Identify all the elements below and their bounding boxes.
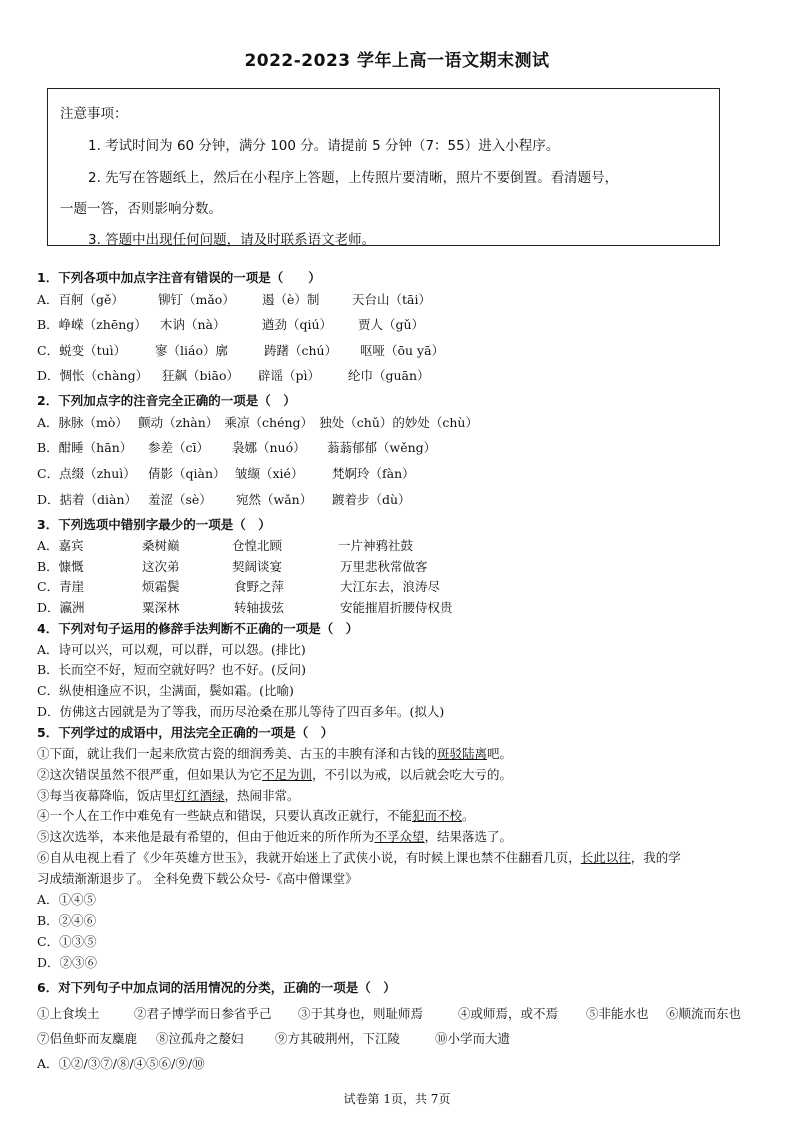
question-1-stem: 1．下列各项中加点字注音有错误的一项是（ ） bbox=[37, 270, 321, 285]
sentence-text: ④一个人在工作中难免有一些缺点和错误，只要认真改正就行，不能 bbox=[37, 808, 413, 823]
idiom-underlined: 犯而不校 bbox=[412, 808, 463, 823]
sentence-item: ⑦侣鱼虾而友麋鹿 bbox=[37, 1031, 138, 1046]
idiom-underlined: 斑驳陆离 bbox=[437, 746, 488, 761]
option-item: 桑树巅 bbox=[142, 538, 180, 553]
sentence-item: ⑨方其破荆州，下江陵 bbox=[275, 1031, 401, 1046]
sentence-item: ⑤非能水也 bbox=[586, 1006, 649, 1021]
question-5-option-c: C．①③⑤ bbox=[37, 934, 97, 949]
question-4-option-d: D．仿佛这古园就是为了等我，而历尽沧桑在那儿等待了四百多年。(拟人) bbox=[37, 704, 445, 719]
option-item: 参差（cī） bbox=[148, 440, 209, 455]
option-item: 契阔谈宴 bbox=[232, 559, 283, 574]
question-4-option-b: B．长而空不好，短而空就好吗？也不好。(反问) bbox=[37, 662, 306, 677]
sentence-text: ，我的学 bbox=[630, 850, 681, 865]
sentence-item: ⑥顺流而东也 bbox=[666, 1006, 742, 1021]
sentence-text: ②这次错误虽然不很严重，但如果认为它 bbox=[37, 767, 263, 782]
option-item: 倩影（qiàn） bbox=[148, 466, 226, 481]
question-3-stem: 3．下列选项中错别字最少的一项是（ ） bbox=[37, 517, 271, 532]
option-item: 天台山（tāi） bbox=[352, 292, 431, 307]
option-item: A．百舸（gě） bbox=[37, 292, 124, 307]
question-4-option-c: C．纵使相逢应不识，尘满面，鬓如霜。(比喻) bbox=[37, 683, 294, 698]
sentence-text: ③每当夜幕降临，饭店里 bbox=[37, 788, 175, 803]
option-item: 寥（liáo）廓 bbox=[155, 343, 228, 358]
sentence-item: ⑧泣孤舟之嫠妇 bbox=[156, 1031, 244, 1046]
option-item: 呕哑（ōu yā） bbox=[360, 343, 445, 358]
sentence-item: ④或师焉，或不焉 bbox=[458, 1006, 559, 1021]
idiom-underlined: 不孚众望 bbox=[374, 829, 425, 844]
option-item: B．酣睡（hān） bbox=[37, 440, 133, 455]
question-4-option-a: A．诗可以兴，可以观，可以群，可以怨。(排比) bbox=[37, 642, 306, 657]
option-item: 转轴拔弦 bbox=[234, 600, 285, 615]
notice-heading: 注意事项： bbox=[60, 106, 128, 122]
option-item: 纶巾（guān） bbox=[348, 368, 430, 383]
sentence-text: ，结果落选了。 bbox=[424, 829, 513, 844]
question-5-option-d: D．②③⑥ bbox=[37, 955, 98, 970]
option-item: 这次弟 bbox=[142, 559, 180, 574]
sentence-text: ⑤这次选举，本来他是最有希望的，但由于他近来的所作所为 bbox=[37, 829, 375, 844]
option-item: 蓊蓊郁郁（wěng） bbox=[327, 440, 437, 455]
sentence-item: ①上食埃土 bbox=[37, 1006, 100, 1021]
idiom-underlined: 不足为训 bbox=[262, 767, 313, 782]
question-5-sentence-1 bbox=[37, 744, 512, 762]
question-5-sentence-2 bbox=[37, 765, 512, 783]
notice-box bbox=[47, 88, 720, 246]
option-item: D．掂着（diàn） bbox=[37, 492, 138, 507]
option-item: 木讷（nà） bbox=[160, 317, 226, 332]
idiom-underlined: 长此以往 bbox=[580, 850, 631, 865]
question-6-option-a: A．①②/③⑦/⑧/④⑤⑥/⑨/⑩ bbox=[37, 1056, 205, 1071]
question-5-option-b: B．②④⑥ bbox=[37, 913, 97, 928]
sentence-text: 。 bbox=[462, 808, 475, 823]
idiom-underlined: 灯红酒绿 bbox=[174, 788, 225, 803]
exam-title: 2022-2023 学年上高一语文期末测试 bbox=[244, 51, 550, 71]
option-item: 梵婀玲（fàn） bbox=[332, 466, 415, 481]
question-2-stem: 2．下列加点字的注音完全正确的一项是（ ） bbox=[37, 393, 296, 408]
option-item: 安能摧眉折腰侍权贵 bbox=[340, 600, 453, 615]
notice-line-3: 3. 答题中出现任何问题，请及时联系语文老师。 bbox=[88, 232, 376, 248]
question-5-sentence-3 bbox=[37, 786, 300, 804]
sentence-item: ③于其身也，则耻师焉 bbox=[298, 1006, 424, 1021]
option-item: C．点缀（zhuì） bbox=[37, 466, 136, 481]
option-item: C．青崖 bbox=[37, 579, 85, 594]
option-item: 皱缬（xié） bbox=[235, 466, 304, 481]
option-item: D．惆怅（chàng） bbox=[37, 368, 149, 383]
sentence-text: ①下面，就让我们一起来欣赏古瓷的细润秀美、古玉的丰腴有泽和古钱的 bbox=[37, 746, 438, 761]
sentence-text: 吧。 bbox=[487, 746, 513, 761]
sentence-item: ②君子博学而日参省乎己 bbox=[134, 1006, 272, 1021]
option-item: 袅娜（nuó） bbox=[232, 440, 306, 455]
question-5-sentence-4 bbox=[37, 806, 475, 824]
option-item: C．蜕变（tuì） bbox=[37, 343, 127, 358]
option-item: B．峥嵘（zhēng） bbox=[37, 317, 147, 332]
option-item: A．嘉宾 bbox=[37, 538, 84, 553]
question-5-sentence-6-cont: 习成绩渐渐退步了。 全科免费下载公众号-《高中僧课堂》 bbox=[37, 871, 358, 886]
option-item: 遒劲（qiú） bbox=[262, 317, 333, 332]
sentence-item: ⑩小学而大遗 bbox=[435, 1031, 511, 1046]
question-2-option-a: A．脉脉（mò） 颤动（zhàn） 乘凉（chéng） 独处（chǔ）的妙处（chù） bbox=[37, 415, 478, 430]
option-item: 狂飙（biāo） bbox=[162, 368, 239, 383]
option-item: 铆钉（mǎo） bbox=[158, 292, 235, 307]
notice-line-1: 1. 考试时间为 60 分钟，满分 100 分。请提前 5 分钟（7：55）进入小程序。 bbox=[88, 138, 560, 154]
option-item: 遏（è）制 bbox=[262, 292, 320, 307]
option-item: B．慷慨 bbox=[37, 559, 84, 574]
question-5-option-a: A．①④⑤ bbox=[37, 892, 97, 907]
option-item: 烦霜鬓 bbox=[142, 579, 180, 594]
option-item: 踱着步（dù） bbox=[332, 492, 411, 507]
option-item: 万里悲秋常做客 bbox=[340, 559, 428, 574]
option-item: 大江东去，浪涛尽 bbox=[340, 579, 441, 594]
option-item: 羞涩（sè） bbox=[148, 492, 212, 507]
option-item: 踌躇（chú） bbox=[264, 343, 338, 358]
question-5-stem: 5．下列学过的成语中，用法完全正确的一项是（ ） bbox=[37, 725, 334, 740]
sentence-text: ，热闹非常。 bbox=[224, 788, 300, 803]
option-item: 一片神鸦社鼓 bbox=[338, 538, 414, 553]
question-4-stem: 4．下列对句子运用的修辞手法判断不正确的一项是（ ） bbox=[37, 621, 359, 636]
question-5-sentence-6 bbox=[37, 848, 681, 866]
sentence-text: ⑥自从电视上看了《少年英雄方世玉》，我就开始迷上了武侠小说，有时候上课也禁不住翻看几页， bbox=[37, 850, 581, 865]
notice-line-2: 2. 先写在答题纸上，然后在小程序上答题，上传照片要清晰，照片不要倒置。看清题号， bbox=[88, 170, 619, 186]
notice-line-2-cont: 一题一答，否则影响分数。 bbox=[60, 201, 222, 217]
question-6-stem: 6．对下列句子中加点词的活用情况的分类，正确的一项是（ ） bbox=[37, 980, 396, 995]
option-item: 食野之萍 bbox=[234, 579, 285, 594]
option-item: D．瀛洲 bbox=[37, 600, 85, 615]
option-item: 辟谣（pì） bbox=[258, 368, 320, 383]
option-item: 仓惶北顾 bbox=[232, 538, 283, 553]
option-item: 粟深林 bbox=[142, 600, 180, 615]
page-footer: 试卷第 1页，共 7页 bbox=[343, 1092, 451, 1106]
option-item: 贾人（gǔ） bbox=[358, 317, 425, 332]
sentence-text: ，不引以为戒，以后就会吃大亏的。 bbox=[312, 767, 513, 782]
question-5-sentence-5 bbox=[37, 827, 512, 845]
option-item: 宛然（wǎn） bbox=[236, 492, 313, 507]
